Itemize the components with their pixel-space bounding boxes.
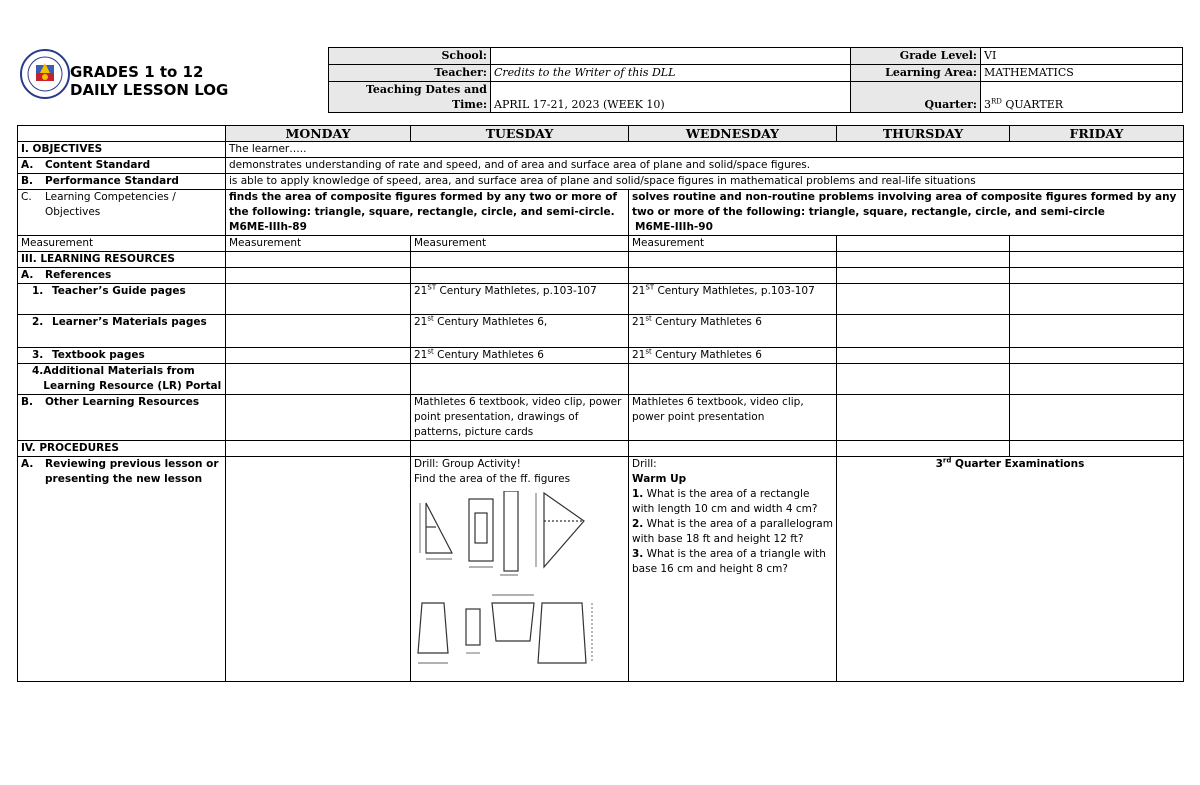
tb-wed: 21st Century Mathletes 6	[629, 348, 837, 364]
title-line-1: GRADES 1 to 12	[70, 63, 204, 81]
references-label: References	[45, 269, 112, 281]
other-tue: Mathletes 6 textbook, video clip, power point presentation, drawings of patterns, picture cards	[411, 395, 629, 441]
learners-materials-row: 2. Learner’s Materials pages 21st Century Mathletes 6, 21st Century Mathletes 6	[18, 315, 1184, 348]
triangle-pair-figure	[544, 493, 584, 567]
other-resources-row: B. Other Learning Resources Mathletes 6 textbook, video clip, power point presentation, drawings of patterns, picture cards Mathletes 6 textbook, video clip, power point presentation	[18, 395, 1184, 441]
title-line-2: DAILY LESSON LOG	[70, 81, 229, 99]
content-tue: Measurement	[411, 236, 629, 252]
tall-rectangle-figure	[504, 491, 518, 571]
review-tue	[411, 457, 629, 682]
days-header-row	[18, 126, 1184, 142]
competency-wed-fri: solves routine and non-routine problems involving area of composite figures formed by any two or more of the following: triangle, square, rectangle, circle, and semi-circle M6ME-IIIh-90	[629, 190, 1184, 236]
content-standard-label: Content Standard	[45, 159, 151, 171]
document-title	[70, 63, 228, 99]
day-tuesday: TUESDAY	[411, 126, 629, 142]
teacher-value: Credits to the Writer of this DLL	[491, 65, 851, 82]
resources-heading: III. LEARNING RESOURCES	[18, 252, 226, 268]
competency-mon-tue: finds the area of composite figures formed by any two or more of the following: triangle, square, rectangle, circle, and semi-circle. M6ME-IIIh-89	[226, 190, 629, 236]
lm-wed: 21st Century Mathletes 6	[629, 315, 837, 348]
learner-text: The learner…..	[226, 142, 1184, 158]
small-rectangle-figure	[466, 609, 480, 645]
teaching-dates-value: APRIL 17-21, 2023 (WEEK 10)	[491, 82, 851, 113]
learning-area-label: Learning Area:	[851, 65, 981, 82]
tg-tue: 21ST Century Mathletes, p.103-107	[411, 284, 629, 315]
trapezoid-figure-2	[492, 603, 534, 641]
school-label: School:	[329, 48, 491, 65]
wed-question-3: 3. What is the area of a triangle with base 16 cm and height 8 cm?	[632, 548, 826, 575]
objectives-row	[18, 142, 1184, 158]
procedures-heading-row	[18, 441, 1184, 457]
wed-warm-up: Warm Up	[632, 473, 687, 485]
other-wed: Mathletes 6 textbook, video clip, power point presentation	[629, 395, 837, 441]
wed-drill: Drill:	[632, 458, 657, 470]
review-label: Reviewing previous lesson or presenting the new lesson	[45, 458, 219, 485]
rectangle-figure	[469, 499, 493, 561]
competency-code-89: M6ME-IIIh-89	[229, 221, 307, 233]
lesson-log-table	[17, 125, 1184, 682]
tb-tue: 21st Century Mathletes 6	[411, 348, 629, 364]
teacher-label: Teacher:	[329, 65, 491, 82]
tue-drill: Drill: Group Activity!	[414, 458, 521, 470]
review-row: A. Reviewing previous lesson or presenting the new lesson Drill: Group Activity! Find the area of the ff. figures Drill: Warm Up 1. What is the area of a rectangle with length 10 cm and width 4 cm? 2. What is the area of a parallelogram with base 18 ft and height 12 ft? 3. What is the area of a triangle with base 16 cm and height 8 cm? 3rd Quarter Examinations	[18, 457, 1184, 682]
quarter-value: 3RD QUARTER	[981, 82, 1183, 113]
triangle-figure	[426, 503, 452, 553]
competency-code-90: M6ME-IIIh-90	[635, 221, 713, 233]
thu-fri-exam: 3rd Quarter Examinations	[837, 457, 1184, 682]
review-wed	[629, 457, 837, 682]
trapezoid-figure-1	[418, 603, 448, 653]
textbook-label: Textbook pages	[52, 349, 145, 361]
content-label: Measurement	[18, 236, 226, 252]
performance-standard-row: B. Performance Standard is able to apply knowledge of speed, area, and surface area of plane and solid/space figures in mathematical problems and real-life situations	[18, 174, 1184, 190]
quarter-label: Quarter:	[851, 82, 981, 113]
teaching-dates-label: Teaching Dates and Time:	[329, 82, 491, 113]
tue-find: Find the area of the ff. figures	[414, 473, 571, 485]
deped-seal-logo	[20, 49, 70, 99]
teachers-guide-label: Teacher’s Guide pages	[52, 285, 186, 297]
objectives-heading: I. OBJECTIVES	[18, 142, 226, 158]
day-thursday: THURSDAY	[837, 126, 1010, 142]
other-resources-label: Other Learning Resources	[45, 396, 200, 408]
additional-materials-row: 4. Additional Materials from Learning Resource (LR) Portal	[18, 364, 1184, 395]
performance-standard-text: is able to apply knowledge of speed, area, and surface area of plane and solid/space figures in mathematical problems and real-life situations	[226, 174, 1184, 190]
competencies-row: C. Learning Competencies / Objectives finds the area of composite figures formed by any two or more of the following: triangle, square, rectangle, circle, and semi-circle. M6ME-IIIh-89 solves routine and non-routine problems involving area of composite figures formed by any two or more of the following: triangle, square, rectangle, circle, and semi-circle M6ME-IIIh-90	[18, 190, 1184, 236]
content-standard-row: A. Content Standard demonstrates understanding of rate and speed, and of area and surface area of plane and solid/space figures.	[18, 158, 1184, 174]
content-standard-text: demonstrates understanding of rate and speed, and of area and surface area of plane and solid/space figures.	[226, 158, 1184, 174]
competencies-label: Learning Competencies / Objectives	[45, 191, 176, 218]
content-row	[18, 236, 1184, 252]
performance-standard-label: Performance Standard	[45, 175, 179, 187]
learners-materials-label: Learner’s Materials pages	[52, 316, 207, 328]
content-mon: Measurement	[226, 236, 411, 252]
day-monday: MONDAY	[226, 126, 411, 142]
grade-level-value: VI	[981, 48, 1183, 65]
learning-area-value: MATHEMATICS	[981, 65, 1183, 82]
content-wed: Measurement	[629, 236, 837, 252]
school-value	[491, 48, 851, 65]
lm-tue: 21st Century Mathletes 6,	[411, 315, 629, 348]
references-row: A. References	[18, 268, 1184, 284]
wed-question-1: 1. What is the area of a rectangle with length 10 cm and width 4 cm?	[632, 488, 818, 515]
header-info-table	[328, 47, 1183, 113]
additional-materials-label: Additional Materials from Learning Resource (LR) Portal	[43, 365, 222, 392]
day-wednesday: WEDNESDAY	[629, 126, 837, 142]
tg-wed: 21ST Century Mathletes, p.103-107	[629, 284, 837, 315]
resources-heading-row	[18, 252, 1184, 268]
wed-question-2: 2. What is the area of a parallelogram with base 18 ft and height 12 ft?	[632, 518, 833, 545]
procedures-heading: IV. PROCEDURES	[18, 441, 226, 457]
textbook-row: 3. Textbook pages 21st Century Mathletes 6 21st Century Mathletes 6	[18, 348, 1184, 364]
day-friday: FRIDAY	[1010, 126, 1184, 142]
trapezoid-figure-3	[538, 603, 586, 663]
composite-figures-image	[414, 491, 604, 676]
teachers-guide-row: 1. Teacher’s Guide pages 21ST Century Mathletes, p.103-107 21ST Century Mathletes, p.103-107	[18, 284, 1184, 315]
grade-level-label: Grade Level:	[851, 48, 981, 65]
